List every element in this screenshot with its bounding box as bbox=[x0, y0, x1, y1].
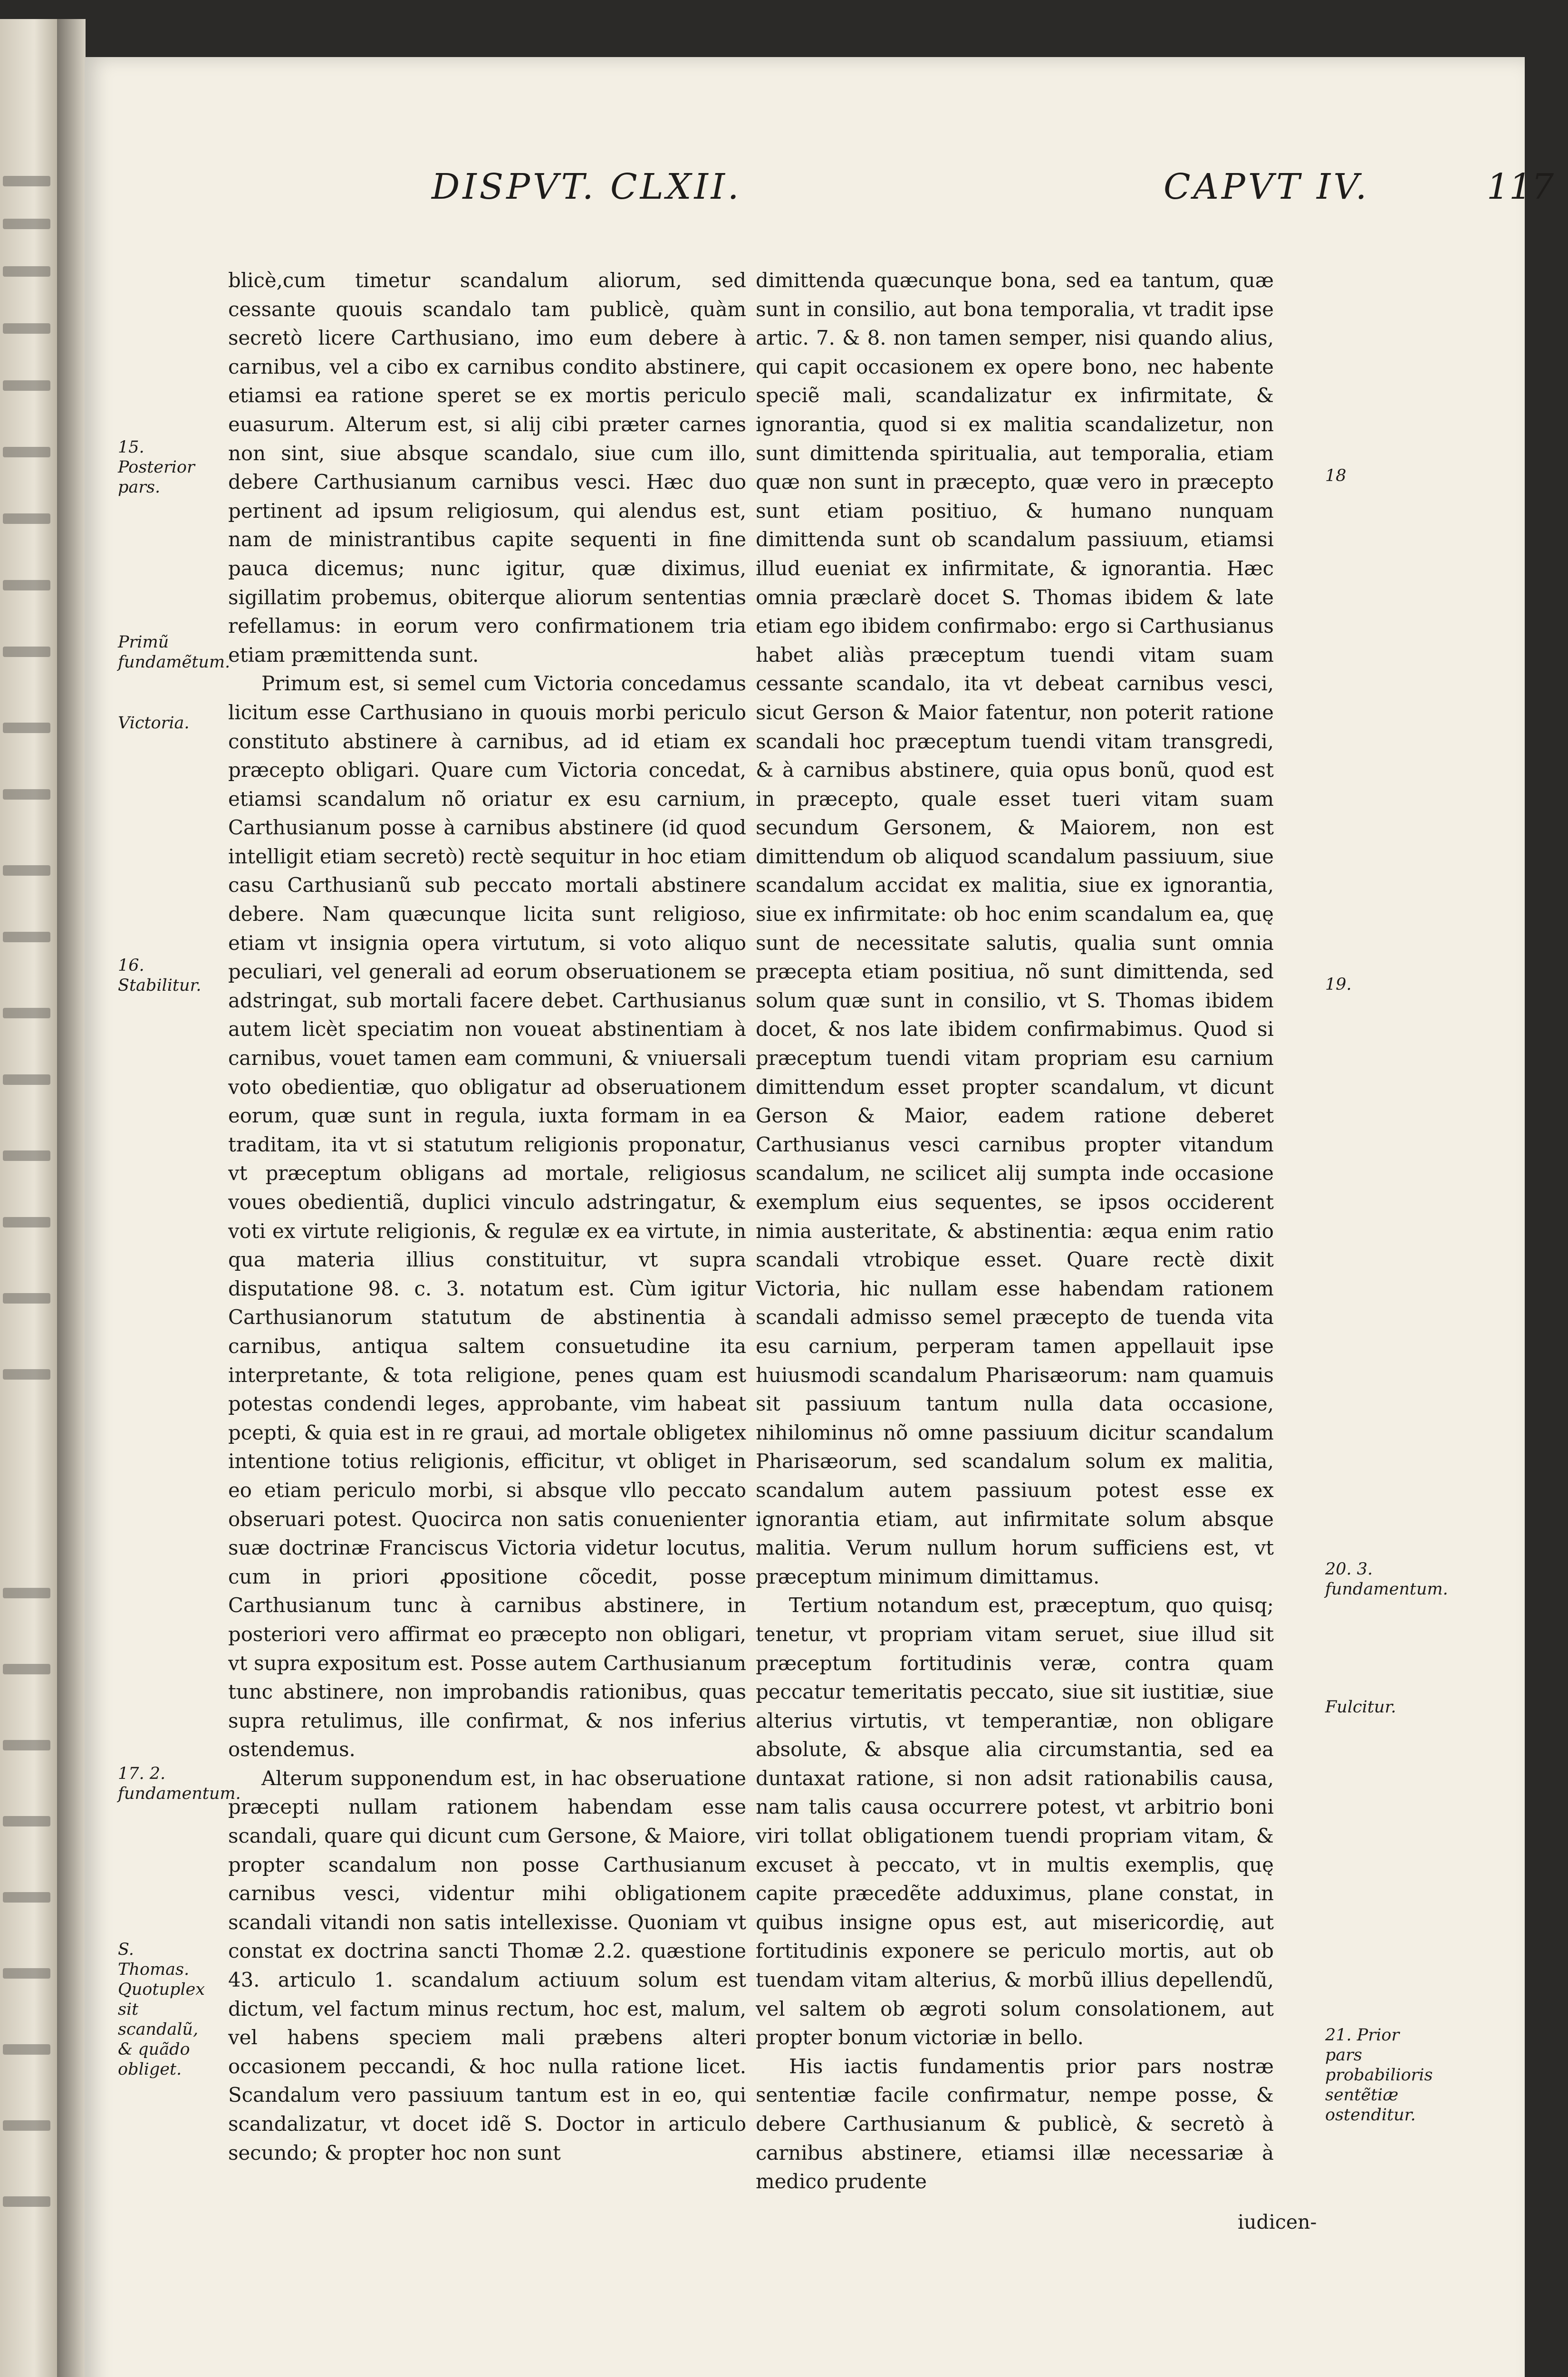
catchword: iudicen- bbox=[1238, 2211, 1317, 2233]
margin-note-right: Fulcitur. bbox=[1325, 1698, 1396, 1717]
running-head bbox=[346, 162, 1554, 214]
margin-note-left: 15. Posterior pars. bbox=[118, 438, 195, 497]
page-number: 117 bbox=[1487, 166, 1554, 207]
paragraph: Primum est, si semel cum Victoria concedamus licitum esse Carthusiano in quouis morbi periculo constituto abstinere à carnibus, ad id etiam ex præcepto obligari. Quare cum Victoria concedat, etiamsi scandalum nõ oriatur ex esu carnium, Carthusianum posse à carnibus abstinere (id quod intelligit etiam secretò) rectè sequitur in hoc etiam casu Carthusianũ sub peccato mortali abstinere debere. Nam quæcunque licita sunt religioso, etiam vt insignia opera virtutum, si voto aliquo peculiari, vel generali ad eorum obseruationem se adstringat, sub mortali facere debet. Carthusianus autem licèt speciatim non voueat abstinentiam à carnibus, vouet tamen eam communi, & vniuersali voto obedientiæ, quo obligatur ad obseruationem eorum, quæ sunt in regula, iuxta formam in ea traditam, ita vt si statutum religionis proponatur, vt præceptum obligans ad mortale, religiosus voues obedientiã, duplici vinculo adstringatur, & voti ex virtute religionis, & regulæ ex ea virtute, in qua materia illius constituitur, vt supra disputatione 98. c. 3. notatum est. Cùm igitur Carthusianorum statutum de abstinentia à carnibus, antiqua saltem consuetudine ita interpretante, & tota religione, penes quam est potestas condendi leges, approbante, vim habeat pcepti, & quia est in re graui, ad mortale obligetex intentione totius religionis, efficitur, vt obliget in eo etiam periculo morbi, si absque vllo peccato obseruari potest. Quocirca non satis conuenienter suæ doctrinæ Franciscus Victoria videtur locutus, cum in priori ꝓpositione cõcedit, posse Carthusianum tunc à carnibus abstinere, in posteriori vero affirmat eo præcepto non obligari, vt supra expositum est. Posse autem Carthusianum tunc abstinere, non improbandis rationibus, quas supra retulimus, ille confirmat, & nos inferius ostendemus. bbox=[228, 672, 746, 1761]
margin-note-right: 18 bbox=[1325, 466, 1347, 485]
running-head-middle: CAPVT IV. bbox=[1164, 166, 1370, 207]
margin-note-right: 19. bbox=[1325, 975, 1352, 994]
running-head-left: DISPVT. CLXII. bbox=[432, 166, 742, 207]
margin-note-right: 20. 3. fundamentum. bbox=[1325, 1560, 1448, 1599]
margin-note-left: S. Thomas. Quotuplex sit scandalũ, & quãdo obliget. bbox=[118, 1940, 205, 2079]
paragraph: dimittenda quæcunque bona, sed ea tantum, quæ sunt in consilio, aut bona temporalia, vt tradit ipse artic. 7. & 8. non tamen semper, nisi quando alius, qui capit occasionem ex opere bono, nec habente speciẽ mali, scandalizatur ex infirmitate, & ignorantia, quod si ex malitia scandalizetur, non sunt dimittenda spiritualia, aut temporalia, etiam quæ non sunt in præcepto, quæ vero in præcepto sunt etiam positiuo, & humano nunquam dimittenda sunt ob scandalum passiuum, etiamsi illud eueniat ex infirmitate, & ignorantia. Hæc omnia præclarè docet S. Thomas ibidem & late etiam ego ibidem confirmabo: ergo si Carthusianus habet aliàs præceptum tuendi vitam suam cessante scandalo, ita vt debeat carnibus vesci, sicut Gerson & Maior fatentur, non poterit ratione scandali hoc præceptum tuendi vitam transgredi, & à carnibus abstinere, quia opus bonũ, quod est in præcepto, quale esset tueri vitam suam secundum Gersonem, & Maiorem, non est dimittendum ob aliquod scandalum passiuum, siue scandalum accidat ex malitia, siue ex ignorantia, siue ex infirmitate: ob hoc enim scandalum ea, quę sunt de necessitate salutis, qualia sunt omnia præcepta etiam positiua, nõ sunt dimittenda, sed solum quæ sunt in consilio, vt S. Thomas ibidem docet, & nos late ibidem confirmabimus. Quod si præceptum tuendi vitam propriam esu carnium dimittendum esset propter scandalum, vt dicunt Gerson & Maior, eadem ratione deberet Carthusianus vesci carnibus propter vitandum scandalum, ne scilicet alij sumpta inde occasione exemplum eius sequentes, se ipsos occiderent nimia austeritate, & abstinentia: æqua enim ratio scandali vtrobique esset. Quare rectè dixit Victoria, hic nullam esse habendam rationem scandali admisso semel præcepto de tuenda vita esu carnium, perperam tamen appellauit ipse huiusmodi scandalum Pharisæorum: nam quamuis sit passiuum tantum nulla data occasione, nihilominus nõ omne passiuum dicitur scandalum Pharisæorum, sed scandalum solum ex malitia, scandalum autem passiuum potest esse ex ignorantia etiam, aut infirmitate solum absque malitia. Verum nullum horum sufficiens est, vt præceptum minimum dimittamus. bbox=[756, 269, 1274, 1588]
margin-note-left: Victoria. bbox=[118, 714, 190, 733]
margin-note-left: 17. 2. fundamentum. bbox=[118, 1764, 241, 1803]
book-gutter bbox=[57, 19, 86, 2377]
facing-page-edge bbox=[0, 19, 57, 2377]
paragraph: blicè,cum timetur scandalum aliorum, sed cessante quouis scandalo tam publicè, quàm secretò licere Carthusiano, imo eum debere à carnibus, vel a cibo ex carnibus condito abstinere, etiamsi ea ratione speret se ex mortis periculo euasurum. Alterum est, si alij cibi præter carnes non sint, siue absque scandalo, siue cum illo, debere Carthusianum carnibus vesci. Hæc duo pertinent ad ipsum religiosum, qui alendus est, nam de ministrantibus capite sequenti in fine pauca dicemus; nunc igitur, quæ diximus, sigillatim probemus, obiterque aliorum sententias refellamus: in eorum vero confirmationem tria etiam præmittenda sunt. bbox=[228, 269, 746, 667]
right-text-column bbox=[756, 266, 1274, 2239]
paragraph: Alterum supponendum est, in hac obseruatione præcepti nullam rationem habendam esse scandali, quare qui dicunt cum Gersone, & Maiore, propter scandalum non posse Carthusianum carnibus vesci, videntur mihi obligationem scandali vitandi non satis intellexisse. Quoniam vt constat ex doctrina sancti Thomæ 2.2. quæstione 43. articulo 1. scandalum actiuum solum est dictum, vel factum minus rectum, hoc est, malum, vel habens speciem mali præbens alteri occasionem peccandi, & hoc nulla ratione licet. Scandalum vero passiuum tantum est in eo, qui scandalizatur, vt docet idẽ S. Doctor in articulo secundo; & propter hoc non sunt bbox=[228, 1766, 746, 2164]
margin-note-right: 21. Prior pars probabilioris sentẽtiæ ostenditur. bbox=[1325, 2026, 1433, 2125]
margin-note-left: Primũ fundamẽtum. bbox=[118, 633, 231, 672]
paragraph: Tertium notandum est, præceptum, quo quisq; tenetur, vt propriam vitam seruet, siue illud sit præceptum fortitudinis veræ, contra quam peccatur temeritatis peccato, siue sit iustitiæ, siue alterius virtutis, vt temperantiæ, non obligare absolute, & absque alia circumstantia, sed ea duntaxat ratione, si non adsit rationabilis causa, nam talis causa occurrere potest, vt arbitrio boni viri tollat obligationem tuendi propriam vitam, & excuset à peccato, vt in multis exemplis, quę capite præcedẽte adduximus, plane constat, in quibus insigne opus est, aut misericordię, aut fortitudinis exponere se periculo mortis, aut ob tuendam vitam alterius, & morbũ illius depellendũ, vel saltem ob ægroti solum consolationem, aut propter bonum victoriæ in bello. bbox=[756, 1594, 1274, 2049]
left-text-column bbox=[228, 266, 746, 2239]
margin-note-left: 16. Stabilitur. bbox=[118, 956, 202, 995]
book-page bbox=[85, 57, 1554, 2377]
paragraph: His iactis fundamentis prior pars nostræ sententiæ facile confirmatur, nempe posse, & debere Carthusianum & publicè, & secretò à carnibus abstinere, etiamsi illæ necessariæ à medico prudente bbox=[756, 2054, 1274, 2193]
